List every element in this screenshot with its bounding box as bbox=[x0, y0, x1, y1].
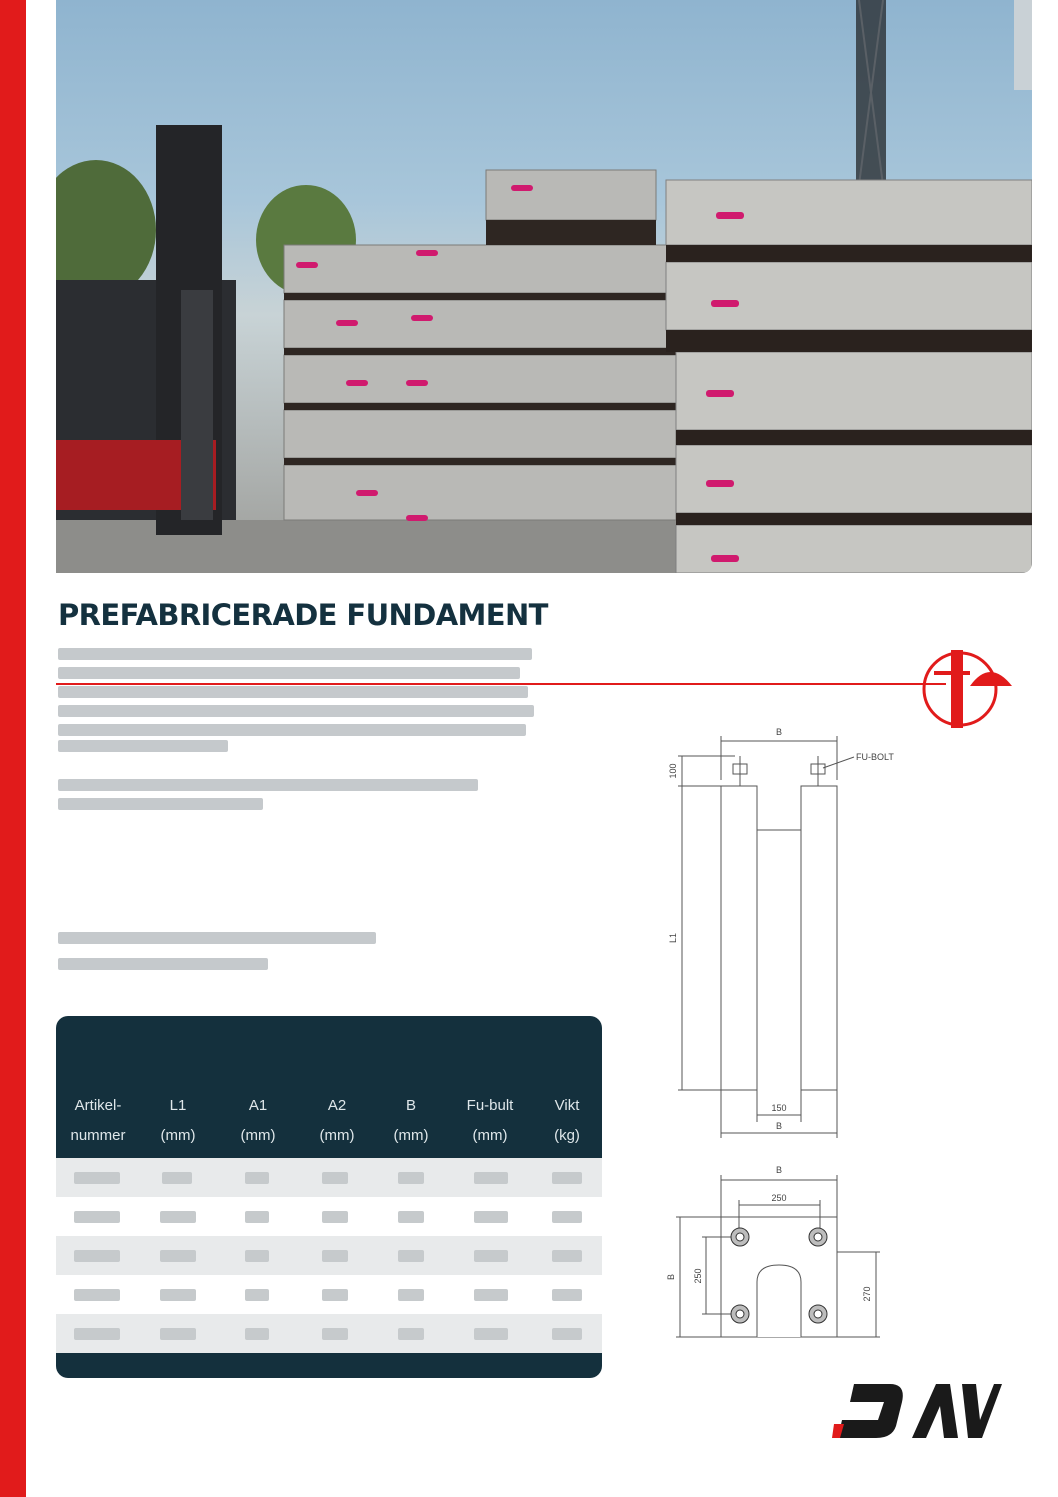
table-cell bbox=[74, 1289, 120, 1301]
table-cell bbox=[474, 1211, 508, 1223]
table-cell bbox=[74, 1172, 120, 1184]
plan-dim-250: 250 bbox=[771, 1193, 787, 1203]
table-cell bbox=[322, 1328, 348, 1340]
header-line: (kg) bbox=[554, 1127, 580, 1144]
body-text-line bbox=[58, 932, 376, 944]
body-text-line bbox=[58, 798, 263, 810]
table-cell bbox=[552, 1172, 582, 1184]
table-cell bbox=[552, 1328, 582, 1340]
intro-text-line bbox=[58, 686, 528, 698]
table-cell bbox=[398, 1328, 424, 1340]
table-cell bbox=[74, 1211, 120, 1223]
column-header-a1 bbox=[221, 1091, 295, 1151]
plan-dim-250-left: 250 bbox=[693, 1268, 703, 1284]
header-photo bbox=[56, 0, 1032, 573]
plan-dim-270: 270 bbox=[862, 1286, 872, 1302]
table-cell bbox=[245, 1211, 269, 1223]
table-row bbox=[56, 1197, 602, 1236]
body-text-line bbox=[58, 779, 478, 791]
fu-bolt-label: FU-BOLT bbox=[856, 752, 894, 762]
header-line: (mm) bbox=[160, 1127, 196, 1144]
table-cell bbox=[474, 1172, 508, 1184]
yard-photo-illustration bbox=[56, 0, 1032, 573]
header-line: L1 bbox=[169, 1097, 187, 1114]
header-line: A1 bbox=[248, 1097, 268, 1114]
dim-l1: L1 bbox=[668, 932, 678, 944]
red-divider-line bbox=[56, 683, 946, 685]
header-line: A2 bbox=[327, 1097, 347, 1114]
table-cell bbox=[245, 1250, 269, 1262]
column-header-vikt bbox=[534, 1091, 600, 1151]
table-cell bbox=[74, 1328, 120, 1340]
header-line: (mm) bbox=[472, 1127, 508, 1144]
table-cell bbox=[474, 1328, 508, 1340]
header-line: Fu-bult bbox=[466, 1097, 514, 1114]
table-cell bbox=[398, 1211, 424, 1223]
header-line: (mm) bbox=[319, 1127, 355, 1144]
table-cell bbox=[245, 1328, 269, 1340]
intro-text-line bbox=[58, 705, 534, 717]
table-cell bbox=[474, 1289, 508, 1301]
table-cell bbox=[474, 1250, 508, 1262]
header-line: Vikt bbox=[554, 1097, 580, 1114]
column-header-fu-bult bbox=[448, 1091, 532, 1151]
intro-text-line bbox=[58, 724, 526, 736]
plan-dim-b-left: B bbox=[666, 1273, 676, 1281]
table-cell bbox=[398, 1289, 424, 1301]
table-row bbox=[56, 1314, 602, 1353]
header-line: nummer bbox=[70, 1127, 126, 1144]
table-cell bbox=[74, 1250, 120, 1262]
table-cell bbox=[322, 1289, 348, 1301]
column-header-article bbox=[56, 1091, 140, 1151]
table-row bbox=[56, 1275, 602, 1314]
table-cell bbox=[245, 1172, 269, 1184]
intro-text-line bbox=[58, 740, 228, 752]
column-header-b bbox=[374, 1091, 448, 1151]
body-text-line bbox=[58, 958, 268, 970]
column-header-l1 bbox=[140, 1091, 216, 1151]
header-line: (mm) bbox=[393, 1127, 429, 1144]
page-title: PREFABRICERADE FUNDAMENT bbox=[58, 598, 548, 632]
header-line: Artikel- bbox=[74, 1097, 122, 1114]
header-line: B bbox=[405, 1097, 416, 1114]
table-cell bbox=[162, 1172, 192, 1184]
dav-logo bbox=[832, 1380, 1002, 1442]
spec-table bbox=[56, 1016, 602, 1378]
table-cell bbox=[322, 1172, 348, 1184]
table-cell bbox=[552, 1250, 582, 1262]
table-cell bbox=[322, 1250, 348, 1262]
header-line: (mm) bbox=[240, 1127, 276, 1144]
intro-text-line bbox=[58, 667, 520, 679]
table-cell bbox=[552, 1289, 582, 1301]
plan-dim-b-top: B bbox=[775, 1165, 783, 1175]
dim-b-top: B bbox=[775, 727, 783, 737]
brand-mark-icon bbox=[918, 646, 1018, 732]
table-cell bbox=[160, 1250, 196, 1262]
table-cell bbox=[552, 1211, 582, 1223]
table-cell bbox=[398, 1172, 424, 1184]
intro-text-line bbox=[58, 648, 532, 660]
red-side-bar bbox=[0, 0, 26, 1497]
table-body bbox=[56, 1158, 602, 1353]
dim-150: 150 bbox=[771, 1103, 787, 1113]
table-row bbox=[56, 1236, 602, 1275]
table-cell bbox=[322, 1211, 348, 1223]
table-cell bbox=[160, 1289, 196, 1301]
table-cell bbox=[245, 1289, 269, 1301]
table-cell bbox=[398, 1250, 424, 1262]
table-cell bbox=[160, 1328, 196, 1340]
technical-drawing bbox=[640, 720, 930, 1350]
table-cell bbox=[160, 1211, 196, 1223]
dim-b-bottom: B bbox=[775, 1121, 783, 1131]
table-row bbox=[56, 1158, 602, 1197]
dim-100: 100 bbox=[668, 763, 678, 779]
column-header-a2 bbox=[299, 1091, 375, 1151]
